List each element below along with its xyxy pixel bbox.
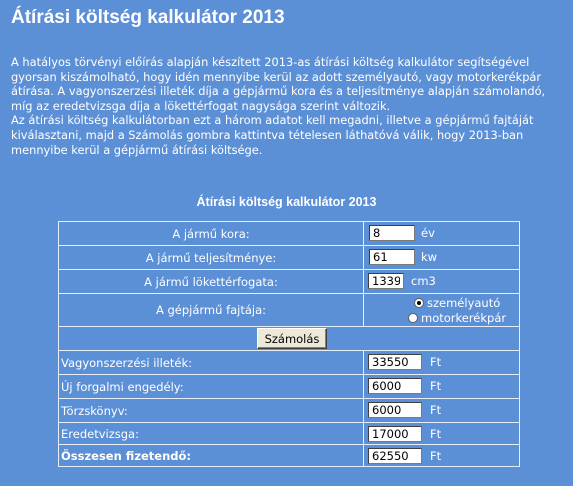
- logbook-label: Törzskönyv:: [61, 403, 128, 418]
- total-unit: Ft: [430, 449, 442, 463]
- age-unit: év: [421, 226, 435, 240]
- calculator-table: [58, 221, 520, 467]
- intro-paragraph-1: A hatályos törvényi előírás alapján készített 2013-as átírási költség kalkulátor segítségével gyorsan kiszámolható, hogy idén mennyibe kerül az adott személyautó, vagy motorkerékpár átírása. A vagyonszerzési illeték díja a gépjármű kora és a teljesítménye alapján számolandó, míg az eredetvizsga díja a lökettérfogat nagysága szerint változik.: [11, 55, 546, 113]
- row-age: [59, 222, 519, 246]
- power-input[interactable]: [369, 249, 415, 265]
- logbook-unit: Ft: [430, 403, 442, 417]
- calculate-button[interactable]: Számolás: [257, 328, 327, 349]
- radio-motorcycle-label: motorkerékpár: [421, 311, 507, 325]
- inspection-value[interactable]: [368, 426, 422, 442]
- row-power: [59, 246, 519, 270]
- radio-motorcycle[interactable]: [408, 313, 418, 323]
- row-registration: [59, 375, 519, 399]
- duty-label: Vagyonszerzési illeték:: [61, 355, 193, 370]
- row-duty: [59, 351, 519, 375]
- row-inspection: [59, 423, 519, 445]
- intro-paragraph-2: Az átírási költség kalkulátorban ezt a három adatot kell megadni, illetve a gépjármű fajtáját kiválasztani, majd a Számolás gombra kattintva tételesen láthatóvá válik, hogy 2013-ban mennyibe kerül a gépjármű átírási költsége.: [11, 113, 534, 157]
- radio-option-car[interactable]: [414, 296, 500, 310]
- inspection-unit: Ft: [430, 427, 442, 441]
- calculator-heading: Átírási költség kalkulátor 2013: [196, 195, 377, 209]
- displacement-input[interactable]: [368, 273, 404, 289]
- duty-unit: Ft: [430, 355, 442, 369]
- total-label: Összesen fizetendő:: [61, 449, 192, 463]
- radio-car-label: személyautó: [427, 296, 501, 310]
- power-unit: kw: [421, 250, 438, 264]
- duty-value[interactable]: [368, 354, 422, 370]
- age-label: A jármű kora:: [172, 226, 250, 241]
- radio-car[interactable]: [414, 298, 424, 308]
- page-title: Átírási költség kalkulátor 2013: [11, 7, 285, 28]
- power-label: A jármű teljesítménye:: [145, 250, 277, 265]
- registration-value[interactable]: [368, 378, 422, 394]
- displacement-unit: cm3: [411, 274, 436, 288]
- age-input[interactable]: [369, 225, 415, 241]
- row-calculate: [59, 327, 519, 351]
- row-vehicle-type: [59, 294, 519, 327]
- row-total: [59, 445, 519, 467]
- total-value[interactable]: [368, 448, 422, 464]
- registration-unit: Ft: [430, 379, 442, 393]
- registration-label: Új forgalmi engedély:: [61, 379, 184, 394]
- row-logbook: [59, 399, 519, 423]
- radio-option-motorcycle[interactable]: [408, 311, 506, 325]
- inspection-label: Eredetvizsga:: [61, 426, 139, 441]
- row-displacement: [59, 270, 519, 294]
- logbook-value[interactable]: [368, 402, 422, 418]
- vehicle-type-label: A gépjármű fajtája:: [155, 303, 267, 317]
- intro-text: [11, 55, 566, 157]
- displacement-label: A jármű lökettérfogata:: [144, 274, 278, 289]
